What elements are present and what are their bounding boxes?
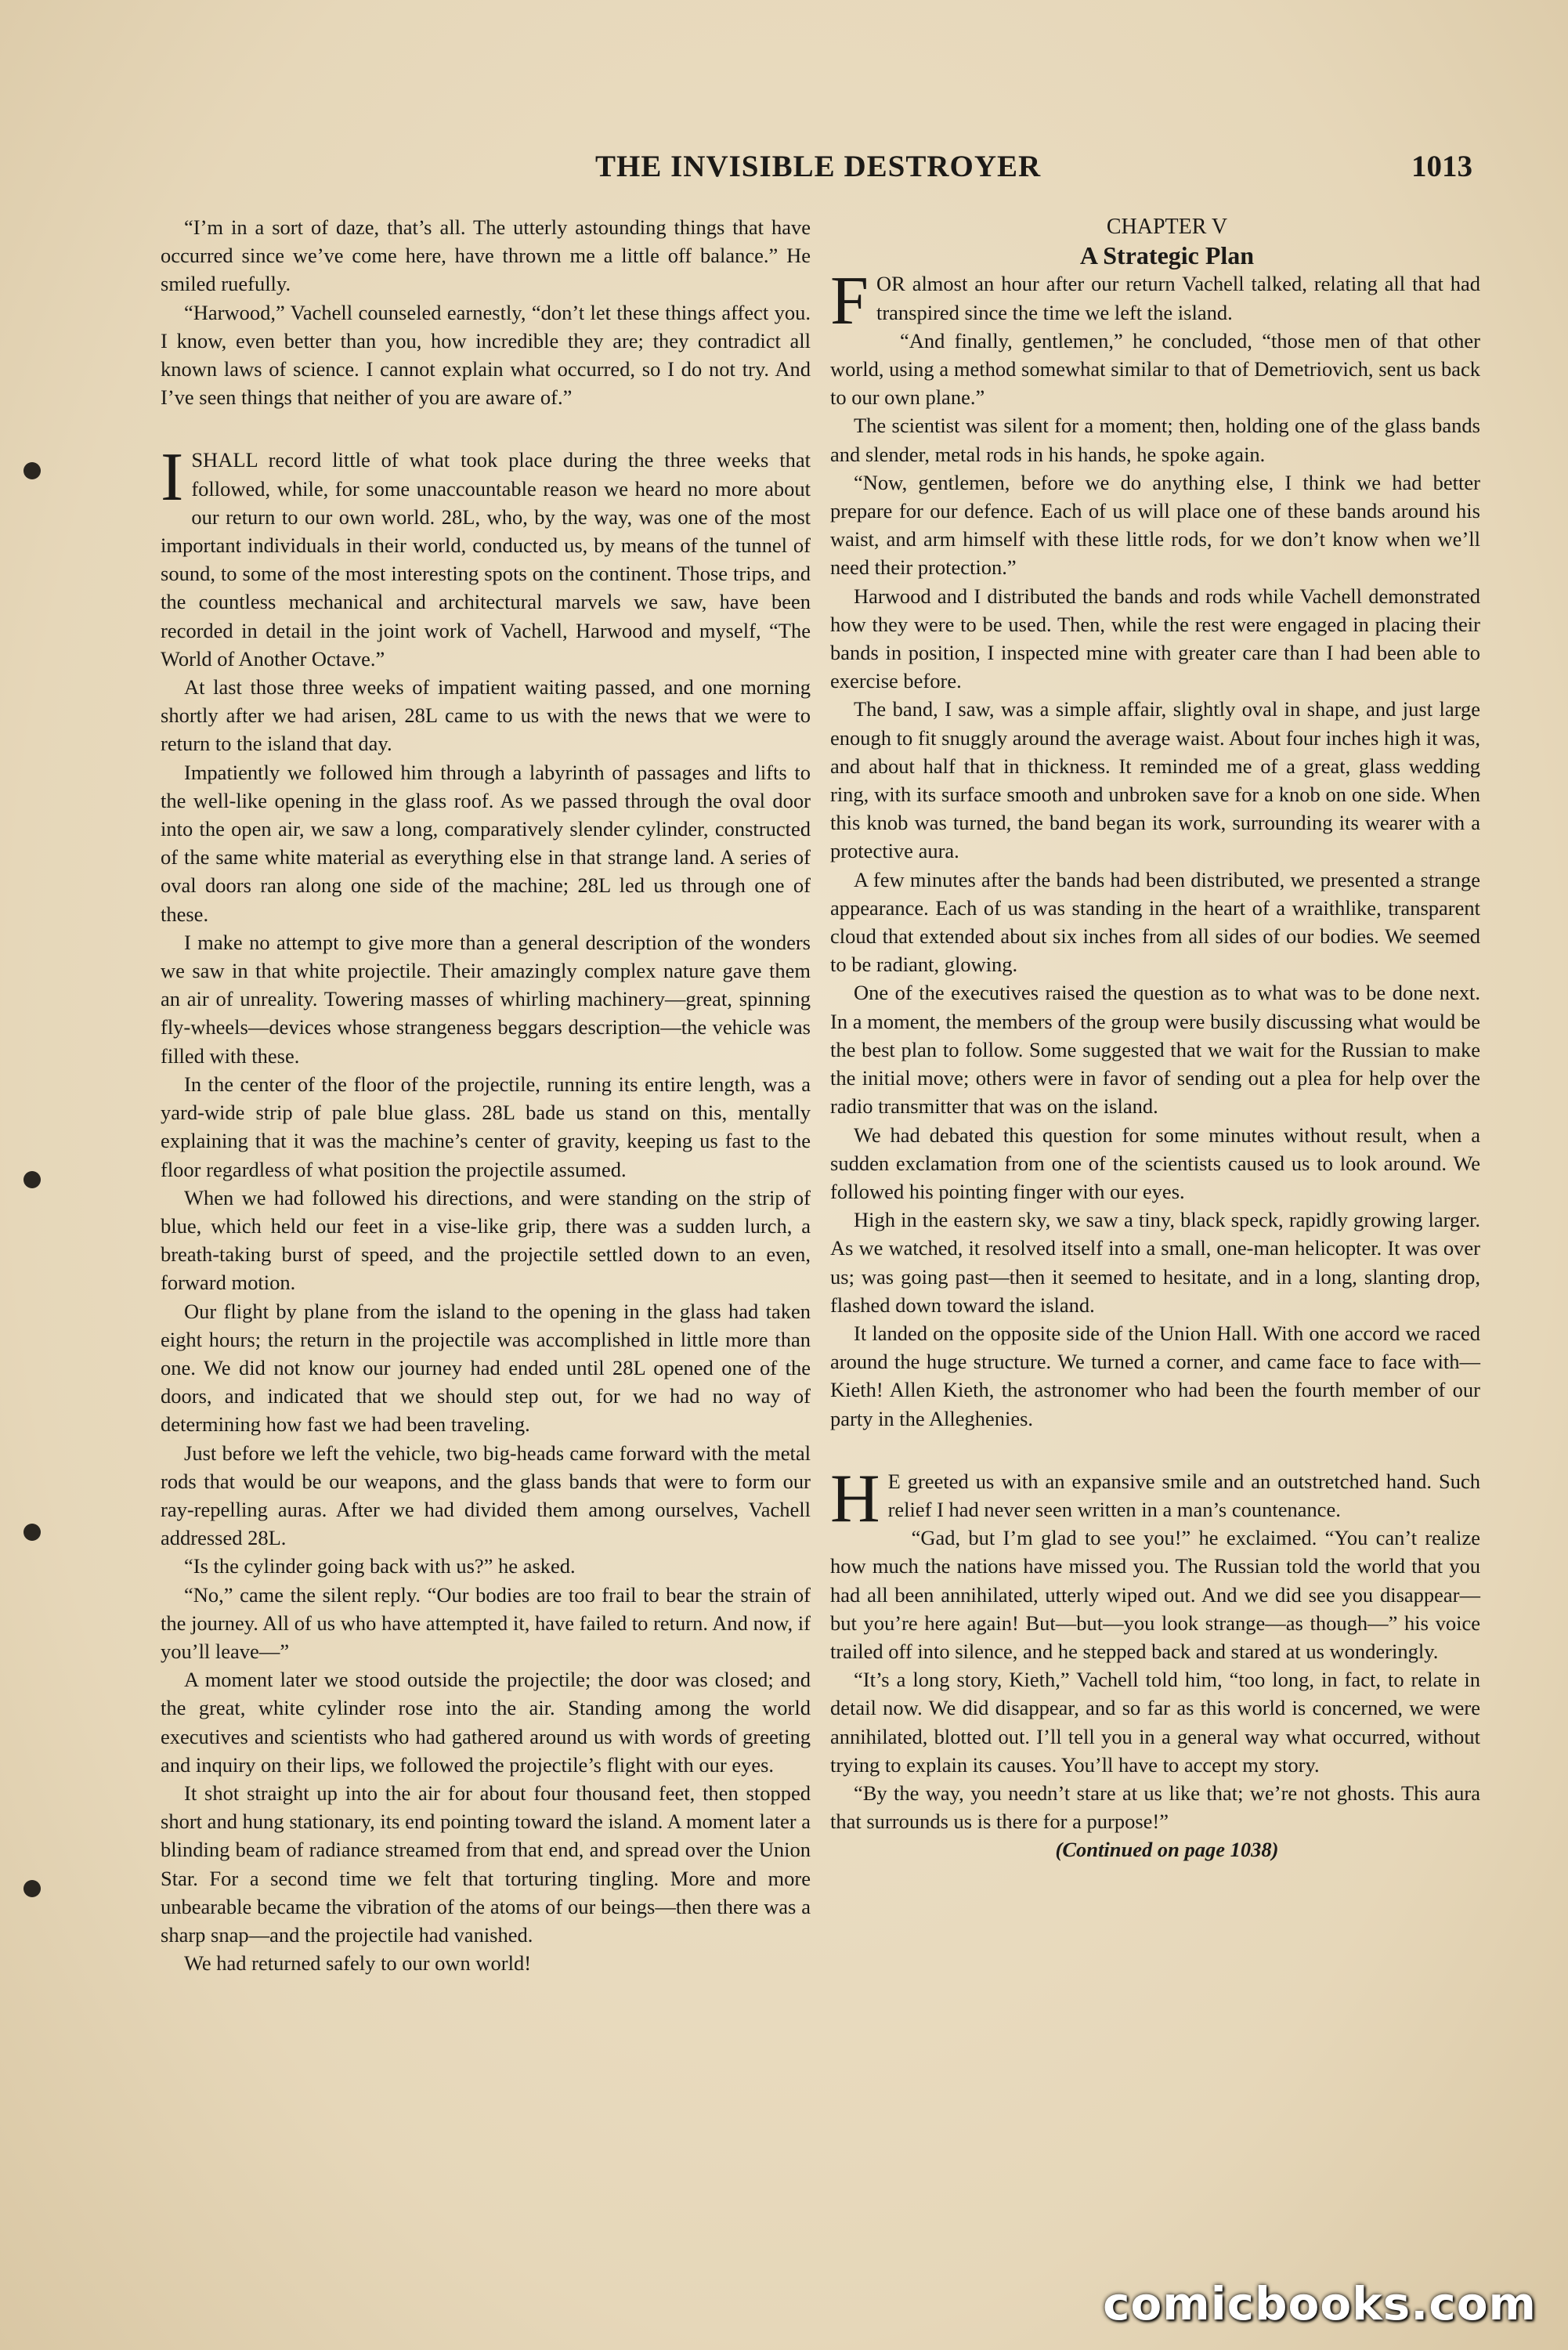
chapter-title: A Strategic Plan [1079, 241, 1255, 270]
paragraph: Our flight by plane from the island to the opening in the glass had taken eight hours; the return in the projectile was accomplished in little more than one. We did not know our journey had ended until 28L opened one of the doors, and indicated that we should step out, for we had no way of determining how fast we had been traveling. [161, 1299, 811, 1437]
paragraph: “And finally, gentlemen,” he concluded, “those men of that other world, using a method somewhat similar to that of Demetriovich, sent us back to our own plane.” [830, 328, 1480, 410]
drop-cap: H [830, 1460, 880, 1537]
paragraph: Impatiently we followed him through a labyrinth of passages and lifts to the well-like opening in the glass roof. As we passed through the oval door into the open air, we saw a long, comparatively slender cylinder, constructed of the same white material as everything else in that strange land. A series of oval doors ran along one side of the machine; 28L led us through one of these. [161, 760, 811, 926]
drop-cap: F [830, 263, 869, 340]
paragraph: “No,” came the silent reply. “Our bodies are too frail to bear the strain of the journey. All of us who have attempted it, have failed to return. And now, if you’ll leave—” [161, 1582, 811, 1663]
paragraph: A few minutes after the bands had been distributed, we presented a strange appearance. Each of us was standing in the heart of a wraithlike, transparent cloud that extended about six inches from all sides of our bodies. We seemed to be radiant, glowing. [830, 867, 1480, 977]
section-start-paragraph [161, 439, 811, 673]
binding-hole [23, 1524, 41, 1541]
right-column [830, 213, 1480, 1864]
paragraph: “I’m in a sort of daze, that’s all. The utterly astounding things that have occurred since we’ve come here, have thrown me a little off balance.” He smiled ruefully. [161, 215, 811, 296]
paragraph: At last those three weeks of impatient waiting passed, and one morning shortly after we had arisen, 28L came to us with the news that we were to return to the island that day. [161, 675, 811, 756]
left-column [161, 213, 811, 1977]
section-start-paragraph [830, 263, 1480, 340]
paragraph: When we had followed his directions, and were standing on the strip of blue, which held our feet in a vise-like grip, there was a sudden lurch, a breath-taking burst of speed, and the projectile settled down to an even, forward motion. [161, 1185, 811, 1295]
running-title: THE INVISIBLE DESTROYER [595, 150, 1042, 183]
paragraph: Harwood and I distributed the bands and rods while Vachell demonstrated how they were to be used. Then, while the rest were engaged in placing their bands in position, I inspected mine with greater care than I had been able to exercise before. [830, 584, 1480, 693]
paragraph-text: E greeted us with an expansive smile and an outstretched hand. Such relief I had never seen written in a man’s countenance. [887, 1469, 1480, 1521]
paragraph: “By the way, you needn’t stare at us like that; we’re not ghosts. This aura that surrounds us is there for a purpose!” [830, 1781, 1480, 1834]
binding-hole [23, 1880, 41, 1897]
paragraph: It landed on the opposite side of the Union Hall. With one accord we raced around the huge structure. We turned a corner, and came face to face with—Kieth! Allen Kieth, the astronomer who had been the fourth member of our party in the Alleghenies. [830, 1321, 1480, 1430]
paragraph: The band, I saw, was a simple affair, slightly oval in shape, and just large enough to fit snuggly around the average waist. About four inches high it was, and about half that in thickness. It reminded me of a great, glass wedding ring, with its surface smooth and unbroken save for a knob on one side. When this knob was turned, the band began its work, surrounding its wearer with a protective aura. [830, 697, 1480, 863]
chapter-number: CHAPTER V [1106, 215, 1228, 239]
page-header [141, 141, 1472, 196]
binding-hole [23, 462, 41, 479]
page-number: 1013 [1411, 150, 1472, 183]
paragraph: “It’s a long story, Kieth,” Vachell told him, “too long, in fact, to relate in detail now. We did disappear, and so far as this world is concerned, we were annihilated, blotted out. I’ll tell you in a general way what occurred, without trying to explain its causes. You’ll have to accept my story. [830, 1668, 1480, 1777]
paragraph: “Harwood,” Vachell counseled earnestly, “don’t let these things affect you. I know, even better than you, how incredible they are; they contradict all known laws of science. I cannot explain what occurred, so I do not try. And I’ve seen things that neither of you are aware of.” [161, 300, 811, 410]
paragraph: A moment later we stood outside the projectile; the door was closed; and the great, white cylinder rose into the air. Standing among the world executives and scientists who had gathered around us with words of greeting and inquiry on their lips, we followed the projectile’s flight with our eyes. [161, 1668, 811, 1777]
paragraph: One of the executives raised the question as to what was to be done next. In a moment, the members of the group were busily discussing what would be the best plan to follow. Some suggested that we wait for the Russian to make the initial move; others were in favor of sending out a plea for help over the radio transmitter that was on the island. [830, 981, 1480, 1119]
paragraph: In the center of the floor of the projectile, running its entire length, was a yard-wide strip of pale blue glass. 28L bade us stand on this, mentally explaining that it was the machine’s center of gravity, keeping us fast to the floor regardless of what position the projectile assumed. [161, 1072, 811, 1181]
paragraph: The scientist was silent for a moment; then, holding one of the glass bands and slender, metal rods in his hands, he spoke again. [830, 414, 1480, 466]
paragraph: We had returned safely to our own world! [184, 1951, 532, 1976]
paragraph: Just before we left the vehicle, two big-heads came forward with the metal rods that would be our weapons, and the glass bands that were to form our ray-repelling auras. After we had divided them among ourselves, Vachell addressed 28L. [161, 1441, 811, 1550]
section-start-paragraph [830, 1460, 1480, 1537]
drop-cap: I [161, 439, 184, 516]
paragraph: “Gad, but I’m glad to see you!” he exclaimed. “You can’t realize how much the nations have missed you. The Russian told the world that you had all been annihilated, utterly wiped out. And we did see you disappear—but you’re here again! But—but—you look strange—as though—” his voice trailed off into silence, and he stepped back and stared at us wonderingly. [830, 1526, 1480, 1663]
paragraph: High in the eastern sky, we saw a tiny, black speck, rapidly growing larger. As we watched, it resolved itself into a small, one-man helicopter. It was over us; was going past—then it seemed to hesitate, and in a long, slanting drop, flashed down toward the island. [830, 1208, 1480, 1317]
paragraph: We had debated this question for some minutes without result, when a sudden exclamation from one of the scientists caused us to look around. We followed his pointing finger with our eyes. [830, 1123, 1480, 1203]
binding-hole [23, 1171, 41, 1188]
paragraph: I make no attempt to give more than a general description of the wonders we saw in that white projectile. Their amazingly complex nature gave them an air of unreality. Towering masses of whirling machinery—great, spinning fly-wheels—devices whose strangeness beggars description—the vehicle was filled with these. [161, 930, 811, 1068]
continued-note: (Continued on page 1038) [1055, 1838, 1279, 1862]
paragraph: “Is the cylinder going back with us?” he asked. [184, 1554, 576, 1578]
paragraph-text: SHALL record little of what took place during the three weeks that followed, while, for some unaccountable reason we heard no more about our return to our own world. 28L, who, by the way, was one of the most important individuals in their world, conducted us, by means of the tunnel of sound, to some of the most interesting spots on the continent. Those trips, and the countless mechanical and architectural marvels we saw, have been recorded in detail in the joint work of Vachell, Harwood and myself, “The World of Another Octave.” [161, 448, 811, 671]
watermark: comicbooks.com [1103, 2277, 1537, 2330]
paragraph: “Now, gentlemen, before we do anything else, I think we had better prepare for our defence. Each of us will place one of these bands around his waist, and arm himself with these little rods, for we don’t know when we’ll need their protection.” [830, 470, 1480, 580]
paragraph-text: OR almost an hour after our return Vachell talked, relating all that had transpired since the time we left the island. [876, 272, 1480, 324]
paragraph: It shot straight up into the air for about four thousand feet, then stopped short and hung stationary, its end pointing toward the island. A moment later a blinding beam of radiance streamed from that end, and spread over the Union Star. For a second time we felt that torturing tingling. More and more unbearable became the vibration of the atoms of our beings—then there was a sharp snap—and the projectile had vanished. [161, 1781, 811, 1947]
